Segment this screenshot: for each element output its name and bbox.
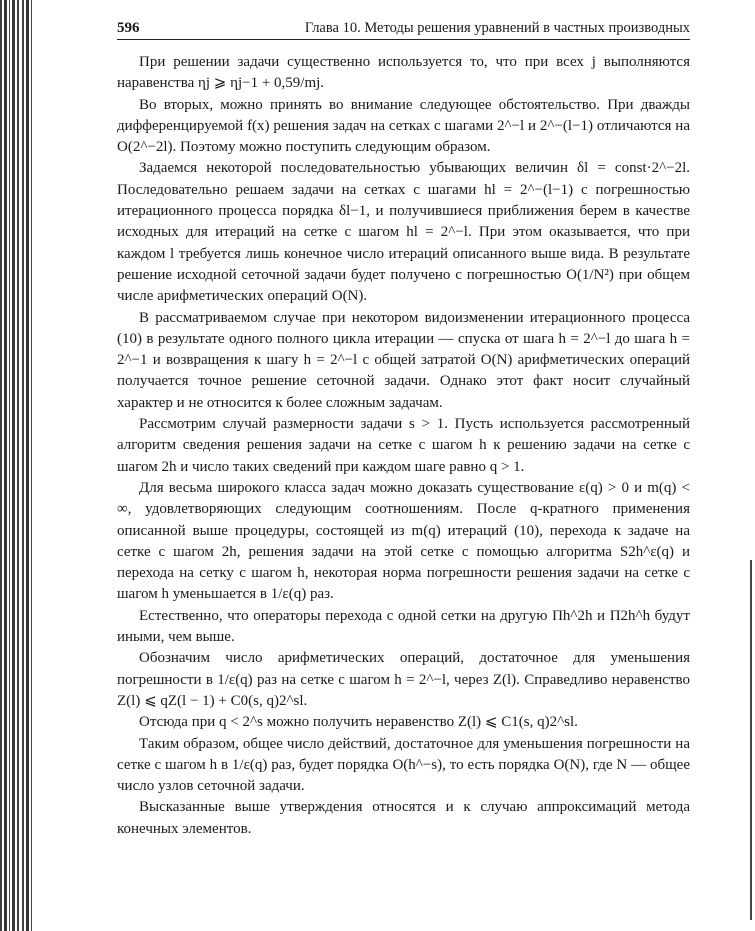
chapter-title: Глава 10. Методы решения уравнений в частных производных xyxy=(304,20,690,36)
paragraph: Во вторых, можно принять во внимание следующее обстоятельство. При дважды дифференцируемой f(x) решения задач на сетках с шагами 2^−l и 2^−(l−1) отличаются на O(2^−2l). Поэтому можно поступить следующим образом. xyxy=(117,96,690,156)
page-number: 596 xyxy=(117,20,140,36)
paragraph: Рассмотрим случай размерности задачи s > 1. Пусть используется рассмотренный алгоритм сведения решения задачи на сетке с шагом h к решению задачи на сетке с шагом 2h и число таких сведений при каждом шаге равно q > 1. xyxy=(117,416,690,475)
paragraph: Обозначим число арифметических операций, достаточное для уменьшения погрешности в 1/ε(q) раз на сетке с шагом h = 2^−l, через Z(l). Справедливо неравенство Z(l) ⩽ qZ(l − 1) + C0(s, q)2^sl. xyxy=(117,650,690,709)
book-page xyxy=(117,20,690,840)
paragraph: Для весьма широкого класса задач можно доказать существование ε(q) > 0 и m(q) < ∞, удовлетворяющих следующим соотношениям. После q-кратного применения описанной выше процедуры, состоящей из m(q) итераций (10), перехода к задаче на сетке с шагом 2h, решения задачи на этой сетке с помощью алгоритма S2h^ε(q) и перехода на сетку с шагом h, некоторая норма погрешности решения задачи на сетке с шагом h уменьшается в 1/ε(q) раз. xyxy=(117,479,690,603)
scan-binding-edge xyxy=(0,0,34,931)
paragraph: При решении задачи существенно используется то, что при всех j выполняются наравенства ηj ⩾ ηj−1 + 0,59/mj. xyxy=(117,54,690,92)
paragraph: Отсюда при q < 2^s можно получить неравенство Z(l) ⩽ C1(s, q)2^sl. xyxy=(139,714,578,731)
running-header xyxy=(117,20,690,40)
scan-right-edge xyxy=(750,560,752,920)
paragraph: Естественно, что операторы перехода с одной сетки на другую Πh^2h и Π2h^h будут иными, чем выше. xyxy=(117,607,690,646)
paragraph: В рассматриваемом случае при некотором видоизменении итерационного процесса (10) в результате одного полного цикла итерации — спуска от шага h = 2^−l до шага h = 2^−1 и возвращения к шагу h = 2^−l с общей затратой O(N) арифметических операций получается точное решение сеточной задачи. Однако этот факт носит случайный характер и не относится к более сложным задачам. xyxy=(117,309,690,411)
body-text xyxy=(117,52,690,840)
paragraph: Задаемся некоторой последовательностью убывающих величин δl = const·2^−2l. Последовательно решаем задачи на сетках с шагами hl = 2^−(l−1) с погрешностью итерационного процесса порядка δl−1, и получившиеся приближения берем в качестве исходных для итераций на сетке с шагом hl = 2^−l. При этом оказывается, что при каждом l требуется лишь конечное число итераций описанного выше вида. В результате решение исходной сеточной задачи будет получено с погрешностью O(1/N²) при общем числе арифметических операций O(N). xyxy=(117,160,690,305)
paragraph: Высказанные выше утверждения относятся и к случаю аппроксимаций метода конечных элементов. xyxy=(117,799,690,837)
paragraph: Таким образом, общее число действий, достаточное для уменьшения погрешности на сетке с шагом h в 1/ε(q) раз, будет порядка O(h^−s), то есть порядка O(N), где N — общее число узлов сеточной задачи. xyxy=(117,735,690,795)
